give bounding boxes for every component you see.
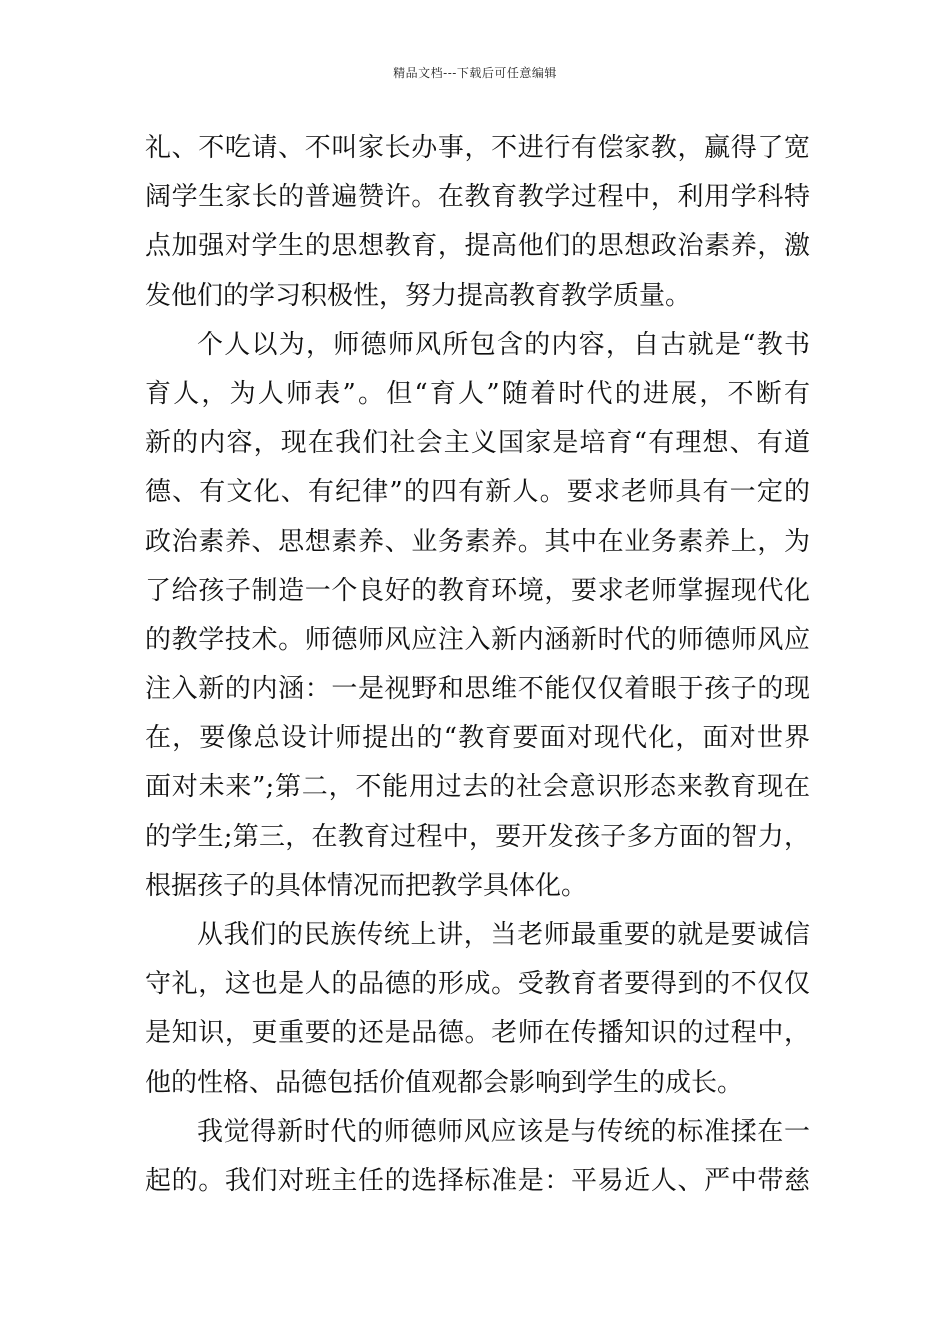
text-line: 守礼，这也是人的品德的形成。受教育者要得到的不仅仅 — [145, 969, 810, 1000]
text-line: 的学生;第三，在教育过程中，要开发孩子多方面的智力， — [145, 821, 810, 852]
text-line: 育人，为人师表”。但“育人”随着时代的进展，不断有 — [145, 378, 810, 409]
text-line: 点加强对学生的思想教育，提高他们的思想政治素养，激 — [145, 231, 810, 262]
page-header: 精品文档---下载后可任意编辑 — [393, 66, 557, 80]
text-line: 我觉得新时代的师德师风应该是与传统的标准揉在一 — [197, 1116, 810, 1147]
paragraph — [145, 124, 810, 321]
text-line: 他的性格、品德包括价值观都会影响到学生的成长。 — [145, 1067, 744, 1098]
text-line: 根据孩子的具体情况而把教学具体化。 — [145, 870, 588, 901]
text-line: 是知识，更重要的还是品德。老师在传播知识的过程中， — [145, 1018, 810, 1049]
text-line: 德、有文化、有纪律”的四有新人。要求老师具有一定的 — [145, 477, 810, 508]
document-body — [145, 124, 810, 1206]
text-line: 起的。我们对班主任的选择标准是：平易近人、严中带慈 — [145, 1165, 810, 1196]
text-line: 发他们的学习积极性，努力提高教育教学质量。 — [145, 280, 692, 311]
text-line: 面对未来”;第二，不能用过去的社会意识形态来教育现在 — [145, 772, 810, 803]
text-line: 礼、不吃请、不叫家长办事，不进行有偿家教，赢得了宽 — [145, 133, 810, 163]
paragraph — [145, 321, 810, 911]
text-line: 个人以为，师德师风所包含的内容，自古就是“教书 — [197, 329, 810, 360]
text-line: 的教学技术。师德师风应注入新内涵新时代的师德师风应 — [145, 624, 810, 655]
text-line: 注入新的内涵：一是视野和思维不能仅仅着眼于孩子的现 — [145, 674, 810, 705]
paragraph — [145, 911, 810, 1108]
text-line: 阔学生家长的普遍赞许。在教育教学过程中，利用学科特 — [145, 182, 810, 213]
text-line: 了给孩子制造一个良好的教育环境，要求老师掌握现代化 — [145, 575, 810, 606]
paragraph — [145, 1108, 810, 1206]
text-line: 政治素养、思想素养、业务素养。其中在业务素养上，为 — [145, 526, 810, 557]
text-line: 从我们的民族传统上讲，当老师最重要的就是要诚信 — [197, 920, 810, 950]
text-line: 新的内容，现在我们社会主义国家是培育“有理想、有道 — [145, 428, 810, 459]
text-line: 在，要像总设计师提出的“教育要面对现代化，面对世界 — [145, 723, 810, 754]
